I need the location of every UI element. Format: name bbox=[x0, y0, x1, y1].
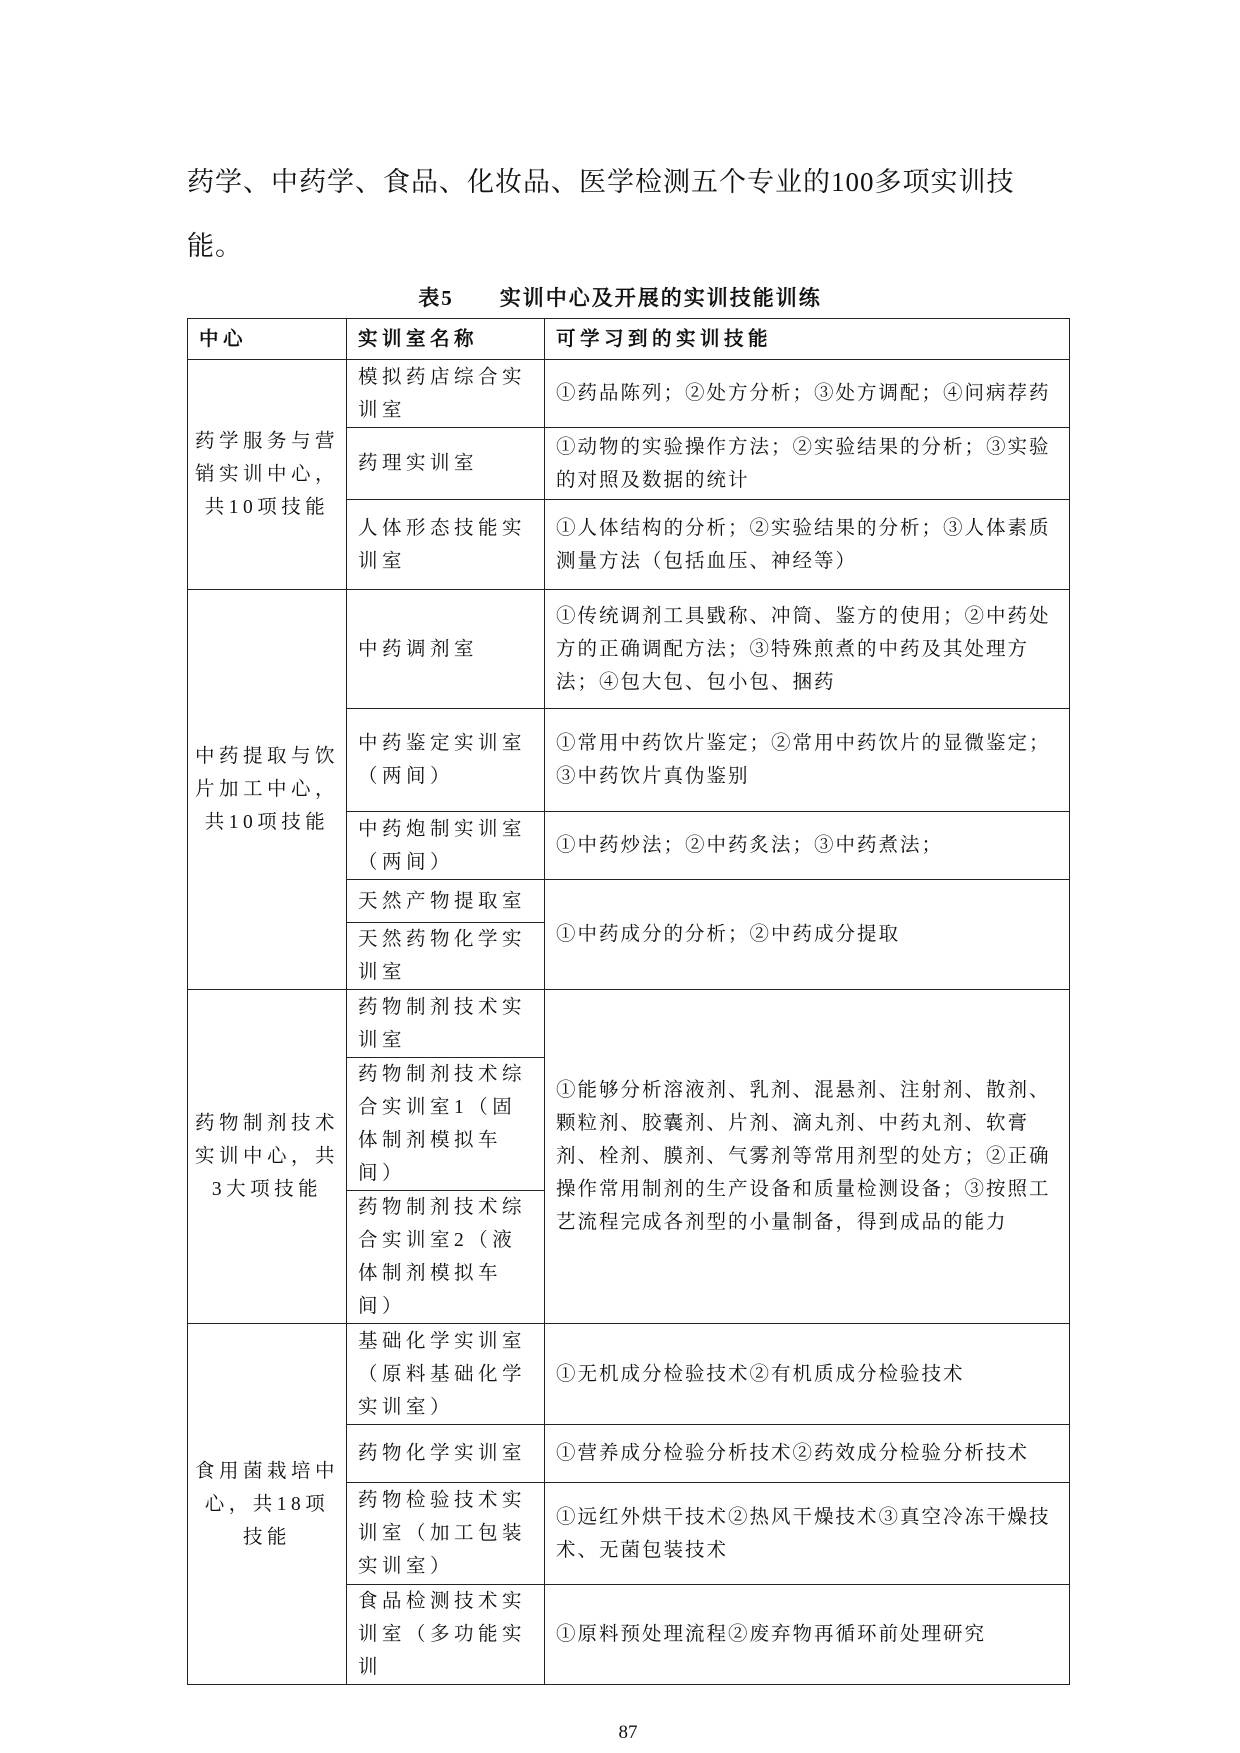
skills-cell: ①中药炒法；②中药炙法；③中药煮法； bbox=[545, 812, 1070, 880]
room-cell: 中药调剂室 bbox=[347, 590, 545, 709]
skills-cell: ①药品陈列；②处方分析；③处方调配；④问病荐药 bbox=[545, 360, 1070, 428]
room-cell: 药物制剂技术综合实训室1（固体制剂模拟车间） bbox=[347, 1058, 545, 1191]
room-cell: 药物制剂技术实训室 bbox=[347, 990, 545, 1058]
skills-cell: ①无机成分检验技术②有机质成分检验技术 bbox=[545, 1324, 1070, 1425]
room-cell: 天然药物化学实训室 bbox=[347, 923, 545, 990]
table-caption bbox=[0, 283, 1240, 313]
caption-title: 实训中心及开展的实训技能训练 bbox=[499, 286, 822, 310]
header-skills: 可学习到的实训技能 bbox=[545, 319, 1070, 360]
paragraph-line: 药学、中药学、食品、化妆品、医学检测五个专业的100多项实训技 bbox=[187, 167, 1015, 197]
paragraph-line: 能。 bbox=[187, 231, 243, 261]
room-cell: 食品检测技术实训室（多功能实训 bbox=[347, 1585, 545, 1685]
training-table bbox=[187, 318, 1070, 1685]
caption-label: 表5 bbox=[418, 286, 454, 310]
header-row bbox=[188, 319, 1070, 360]
skills-cell: ①能够分析溶液剂、乳剂、混悬剂、注射剂、散剂、颗粒剂、胶囊剂、片剂、滴丸剂、中药丸剂、软膏剂、栓剂、膜剂、气雾剂等常用剂型的处方；②正确操作常用制剂的生产设备和质量检测设备；③按照工艺流程完成各剂型的小量制备，得到成品的能力 bbox=[545, 990, 1070, 1324]
room-cell: 药物化学实训室 bbox=[347, 1425, 545, 1483]
header-room: 实训室名称 bbox=[347, 319, 545, 360]
room-cell: 药物制剂技术综合实训室2（液体制剂模拟车间） bbox=[347, 1191, 545, 1324]
room-cell: 中药鉴定实训室（两间） bbox=[347, 709, 545, 812]
room-cell: 模拟药店综合实训室 bbox=[347, 360, 545, 428]
header-center: 中心 bbox=[188, 319, 347, 360]
skills-cell: ①人体结构的分析；②实验结果的分析；③人体素质测量方法（包括血压、神经等） bbox=[545, 500, 1070, 590]
body-paragraph bbox=[187, 150, 1087, 278]
room-cell: 天然产物提取室 bbox=[347, 880, 545, 923]
room-cell: 人体形态技能实训室 bbox=[347, 500, 545, 590]
skills-cell: ①原料预处理流程②废弃物再循环前处理研究 bbox=[545, 1585, 1070, 1685]
center-cell: 食用菌栽培中心，共18项技能 bbox=[188, 1324, 347, 1685]
page-number: 87 bbox=[618, 1722, 638, 1743]
table-row bbox=[188, 590, 1070, 709]
table-row bbox=[188, 1324, 1070, 1425]
room-cell: 药物检验技术实训室（加工包装实训室） bbox=[347, 1483, 545, 1585]
skills-cell: ①远红外烘干技术②热风干燥技术③真空冷冻干燥技术、无菌包装技术 bbox=[545, 1483, 1070, 1585]
room-cell: 基础化学实训室（原料基础化学实训室） bbox=[347, 1324, 545, 1425]
table-wrapper bbox=[187, 318, 1069, 1745]
skills-cell: ①传统调剂工具戥称、冲筒、鉴方的使用；②中药处方的正确调配方法；③特殊煎煮的中药及其处理方法；④包大包、包小包、捆药 bbox=[545, 590, 1070, 709]
center-cell: 中药提取与饮片加工中心，共10项技能 bbox=[188, 590, 347, 990]
skills-cell: ①常用中药饮片鉴定；②常用中药饮片的显微鉴定；③中药饮片真伪鉴别 bbox=[545, 709, 1070, 812]
skills-cell: ①营养成分检验分析技术②药效成分检验分析技术 bbox=[545, 1425, 1070, 1483]
room-cell: 药理实训室 bbox=[347, 428, 545, 500]
room-cell: 中药炮制实训室（两间） bbox=[347, 812, 545, 880]
table-row bbox=[188, 360, 1070, 428]
table-row bbox=[188, 990, 1070, 1058]
skills-cell: ①中药成分的分析；②中药成分提取 bbox=[545, 880, 1070, 990]
center-cell: 药物制剂技术实训中心，共3大项技能 bbox=[188, 990, 347, 1324]
skills-cell: ①动物的实验操作方法；②实验结果的分析；③实验的对照及数据的统计 bbox=[545, 428, 1070, 500]
center-cell: 药学服务与营销实训中心，共10项技能 bbox=[188, 360, 347, 590]
